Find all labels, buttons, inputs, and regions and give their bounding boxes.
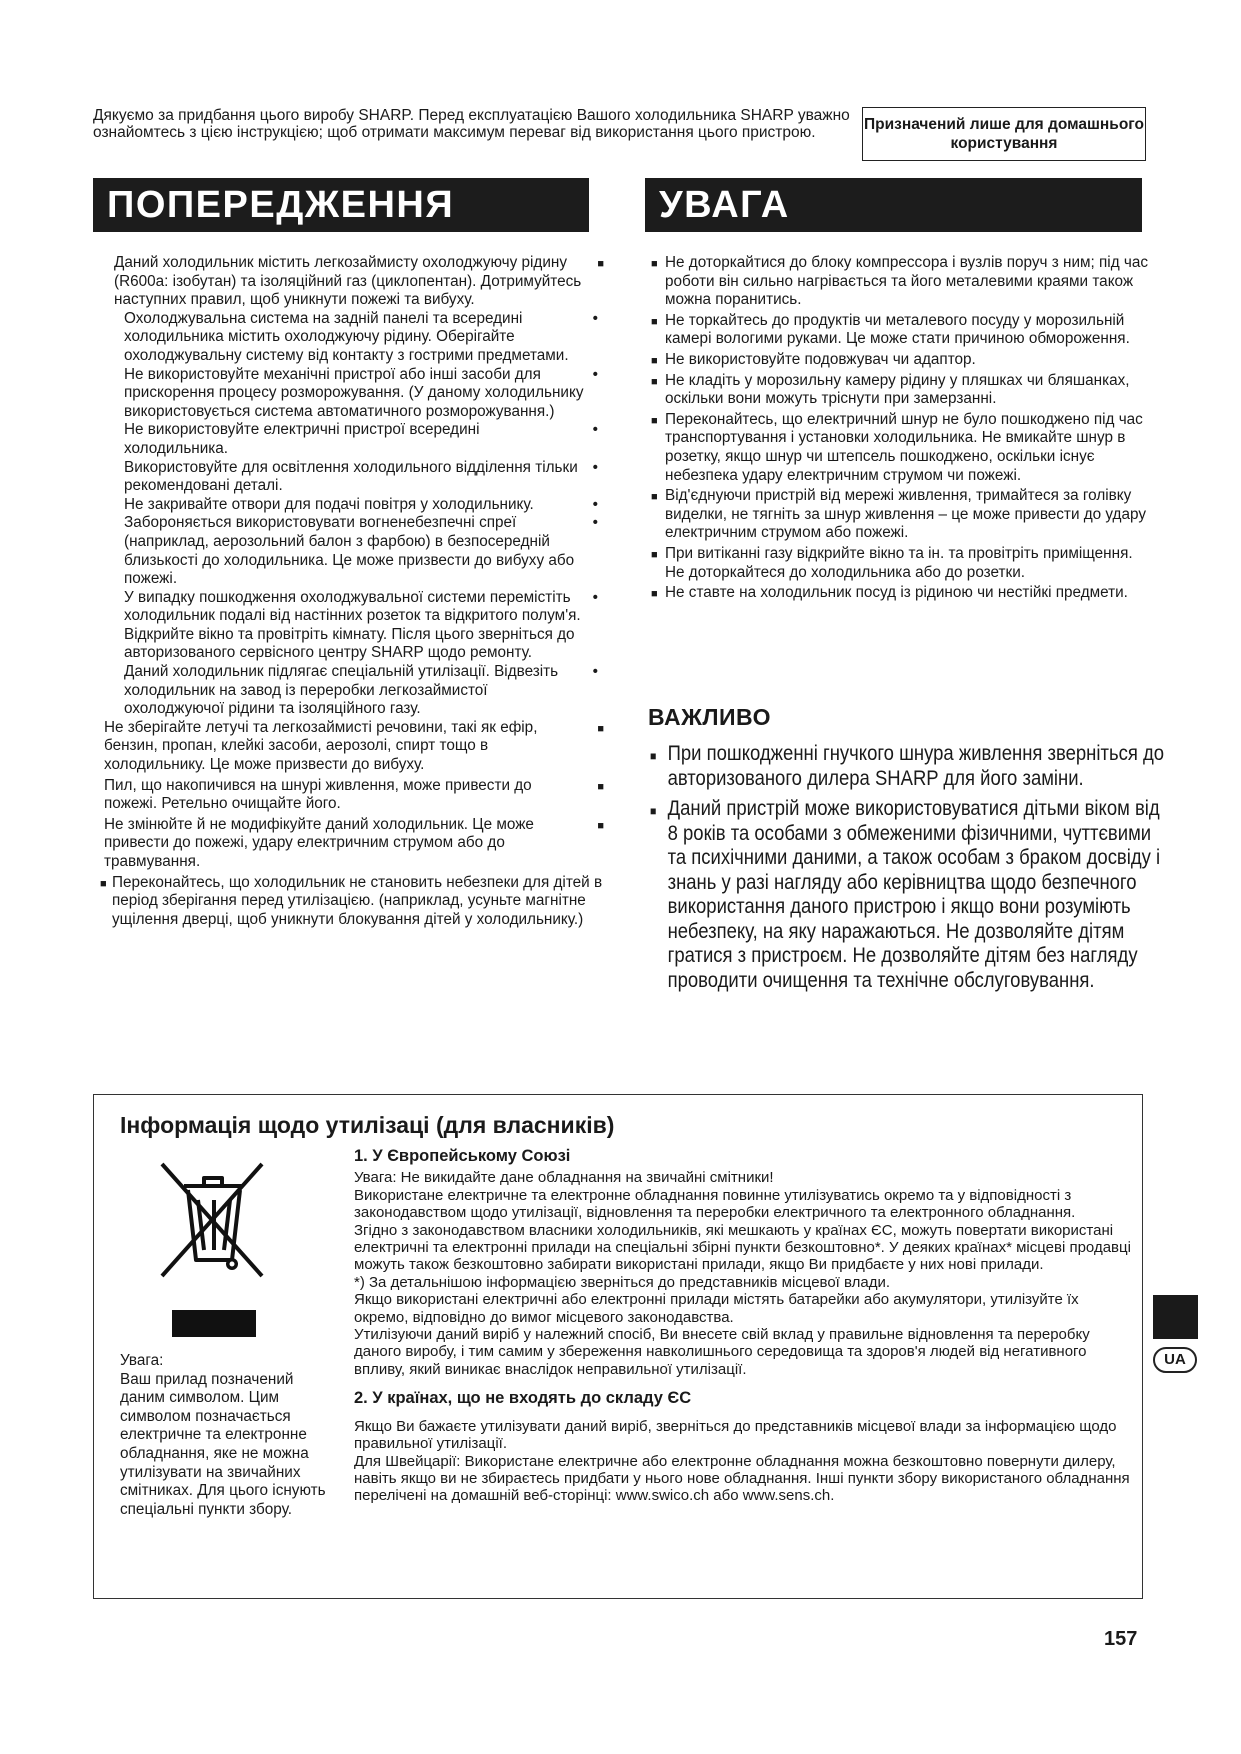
eu-paragraph: *) За детальнішою інформацією зверніться до представників місцевої влади. (354, 1273, 891, 1291)
non-eu-heading: 2. У країнах, що не входять до складу ЄС (354, 1389, 692, 1408)
warning-subitem: У випадку пошкодження охолоджувальної системи перемістіть холодильник подалі від настінних розеток та відкритого полум'я. Відкрийте вікно та провітріть кімнату. Після цього зверніться до авторизованого сервісного центру SHARP щодо ремонту. • (124, 589, 604, 663)
warning-item: Пил, що накопичився на шнурі живлення, може привести до пожежі. Ретельно очищайте його. ■ (104, 777, 604, 814)
warning-subitem: Не закривайте отвори для подачі повітря у холодильнику. • (124, 496, 604, 515)
disposal-caution (120, 1352, 338, 1519)
non-eu-paragraph: Для Швейцарії: Використане електричне або електронне обладнання можна безкоштовно повернути дилеру, навіть якщо ви не збираєтесь придбати у нього нове обладнання. Інші пункти збору використаного обладнання перелічені на домашній веб-сторінці: www.swico.ch або www.sens.ch. (354, 1452, 1130, 1505)
caution-item: ■ Не використовуйте подовжувач чи адаптор. (659, 351, 1155, 370)
crossed-out-wheelie-bin-icon (158, 1160, 266, 1282)
eu-paragraph: Увага: Не викидайте дане обладнання на звичайні смітники! (354, 1169, 774, 1187)
caution-item: ■ Переконайтесь, що електричний шнур не було пошкоджено під час транспортування і установки холодильника. Не вмикайте шнур в розетку, якщо шнур чи штепсель пошкоджено, оскільки існує небезпека удару електричним струмом чи пожежі. (659, 411, 1155, 485)
disposal-caution-text: Ваш прилад позначений даним символом. Цим символом позначається електричне та електронне обладнання, яке не можна утилізувати на звичайних смітниках. Для цього існують спеціальні пункти збору. (120, 1370, 326, 1518)
warning-item: Даний холодильник містить легкозаймисту охолоджуючу рідину (R600a: ізобутан) та ізоляційний газ (циклопентан). Дотримуйтесь наступних правил, щоб уникнути пожежі та вибуху. ■ (114, 254, 604, 310)
warning-subitem: Забороняється використовувати вогненебезпечні спреї (наприклад, аерозольний балон з фарбою) в безпосередній близькості до холодильника. Це може призвести до вибуху або пожежі. • (124, 514, 604, 588)
warning-column (104, 254, 604, 929)
language-tab-marker (1153, 1295, 1198, 1339)
language-badge: UA (1153, 1347, 1197, 1373)
important-list (650, 742, 1165, 999)
warning-subitem: Використовуйте для освітлення холодильного відділення тільки рекомендовані деталі. • (124, 459, 604, 496)
warning-subitem: Не використовуйте електричні пристрої всередині холодильника. • (124, 421, 604, 458)
warning-subitem: Не використовуйте механічні пристрої або інші засоби для прискорення процесу розморожування. (У даному холодильнику використовується система автоматичного розморожування.) • (124, 366, 604, 422)
warning-subitem: Охолоджувальна система на задній панелі та всередині холодильника містить охолоджуючу рідину. Оберігайте охолоджувальну систему від контакту з гострими предметами. • (124, 310, 604, 366)
disposal-title: Інформація щодо утилізаці (для власників) (120, 1112, 615, 1138)
warning-item: Не зберігайте летучі та легкозаймисті речовини, такі як ефір, бензин, пропан, клейкі засоби, аерозолі, спирт тощо в холодильнику. Це може призвести до вибуху. ■ (104, 719, 604, 775)
important-heading: ВАЖЛИВО (648, 704, 771, 730)
caution-item: ■ Не кладіть у морозильну камеру рідину у пляшках чи бляшанках, оскільки вони можуть тріснути при замерзанні. (659, 372, 1155, 409)
disposal-caution-label: Увага: (120, 1352, 164, 1369)
caution-banner: УВАГА (645, 178, 1142, 232)
caution-item: ■ При витіканні газу відкрийте вікно та ін. та провітріть приміщення. Не доторкайтеся до холодильника або до розетки. (659, 545, 1155, 582)
domestic-use-box: Призначений лише для домашнього користування (862, 107, 1146, 161)
caution-column (665, 254, 1155, 603)
eu-heading: 1. У Європейському Союзі (354, 1147, 571, 1165)
important-item: ■ При пошкодженні гнучкого шнура живлення зверніться до авторизованого дилера SHARP для його заміни. (650, 742, 1175, 791)
caution-item: ■ Не ставте на холодильник посуд із рідиною чи нестійкі предмети. (659, 584, 1155, 603)
page-number: 157 (1104, 1628, 1138, 1650)
bin-underline-bar (172, 1310, 256, 1337)
warning-item: Не змінюйте й не модифікуйте даний холодильник. Це може привести до пожежі, удару електричним струмом або до травмування. ■ (104, 816, 604, 872)
eu-paragraph: Якщо використані електричні або електронні прилади містять батарейки або акумулятори, утилізуйте їх окремо, відповідно до вимог місцевого законодавства. (354, 1291, 1079, 1326)
warning-subitem: Даний холодильник підлягає спеціальній утилізації. Відвезіть холодильник на завод із переробки легкозаймистої охолоджуючої рідини та ізоляційного газу. • (124, 663, 604, 719)
intro-text: Дякуємо за придбання цього виробу SHARP. Перед експлуатацією Вашого холодильника SHARP уважно ознайомтесь з цією інструкцією; щоб отримати максимум переваг від використання цього пристрою. (93, 107, 850, 141)
warning-item: ■ Переконайтесь, що холодильник не становить небезпеки для дітей в період зберігання перед утилізацією. (наприклад, усуньте магнітне ущілення дверці, щоб уникнути блокування дітей у холодильнику.) (100, 874, 604, 930)
eu-paragraph: Використане електричне та електронне обладнання повинне утилізуватись окремо та у відповідності з законодавством щодо утилізації, відновлення та переробки електричного та електронного обладнання. (354, 1186, 1076, 1222)
caution-item: ■ Не торкайтесь до продуктів чи металевого посуду у морозильній камері вологими руками. Це може стати причиною обмороження. (659, 312, 1155, 349)
important-item: ■ Даний пристрій може використовуватися дітьми віком від 8 років та особами з обмеженими фізичними, чуттєвими та психічними даними, а також особам з браком досвіду і знань у разі нагляду або керівництва щодо безпечного використання даного пристрою і якщо вони розуміють небезпеку, на яку наражаються. Не дозволяйте дітям гратися з пристроєм. Не дозволяйте дітям без нагляду проводити очищення та технічне обслуговування. (650, 797, 1175, 993)
eu-paragraph: Утилізуючи даний виріб у належний спосіб, Ви внесете свій вклад у правильне відновлення та переробку даного виробу, і тим самим у збереження навколишнього середовища та здоров'я людей від негативного впливу, який виникає внаслідок неправильної утилізації. (354, 1326, 1090, 1378)
warning-banner: ПОПЕРЕДЖЕННЯ (93, 178, 589, 232)
disposal-text (354, 1148, 1134, 1505)
caution-item: ■ Від'єднуючи пристрій від мережі живлення, тримайтеся за голівку виделки, не тягніть за шнур живлення – це може привести до удару електричним струмом або пожежі. (659, 487, 1155, 543)
non-eu-paragraph: Якщо Ви бажаєте утилізувати даний виріб, зверніться до представників місцевої влади за інформацією щодо правильної утилізації. (354, 1417, 1117, 1453)
eu-paragraph: Згідно з законодавством власники холодильників, які мешкають у країнах ЄС, можуть повертати використані електричні та електронні прилади на спеціальні збірні пункти безкоштовно*. У деяких країнах* місцеві продавці можуть також безкоштовно забирати використані прилади, якщо Ви придбаєте у них нові прилади. (354, 1221, 1131, 1274)
caution-item: ■ Не доторкайтися до блоку компрессора і вузлів поруч з ним; під час роботи він сильно нагрівається та його металевими краями також можна поранитись. (659, 254, 1155, 310)
